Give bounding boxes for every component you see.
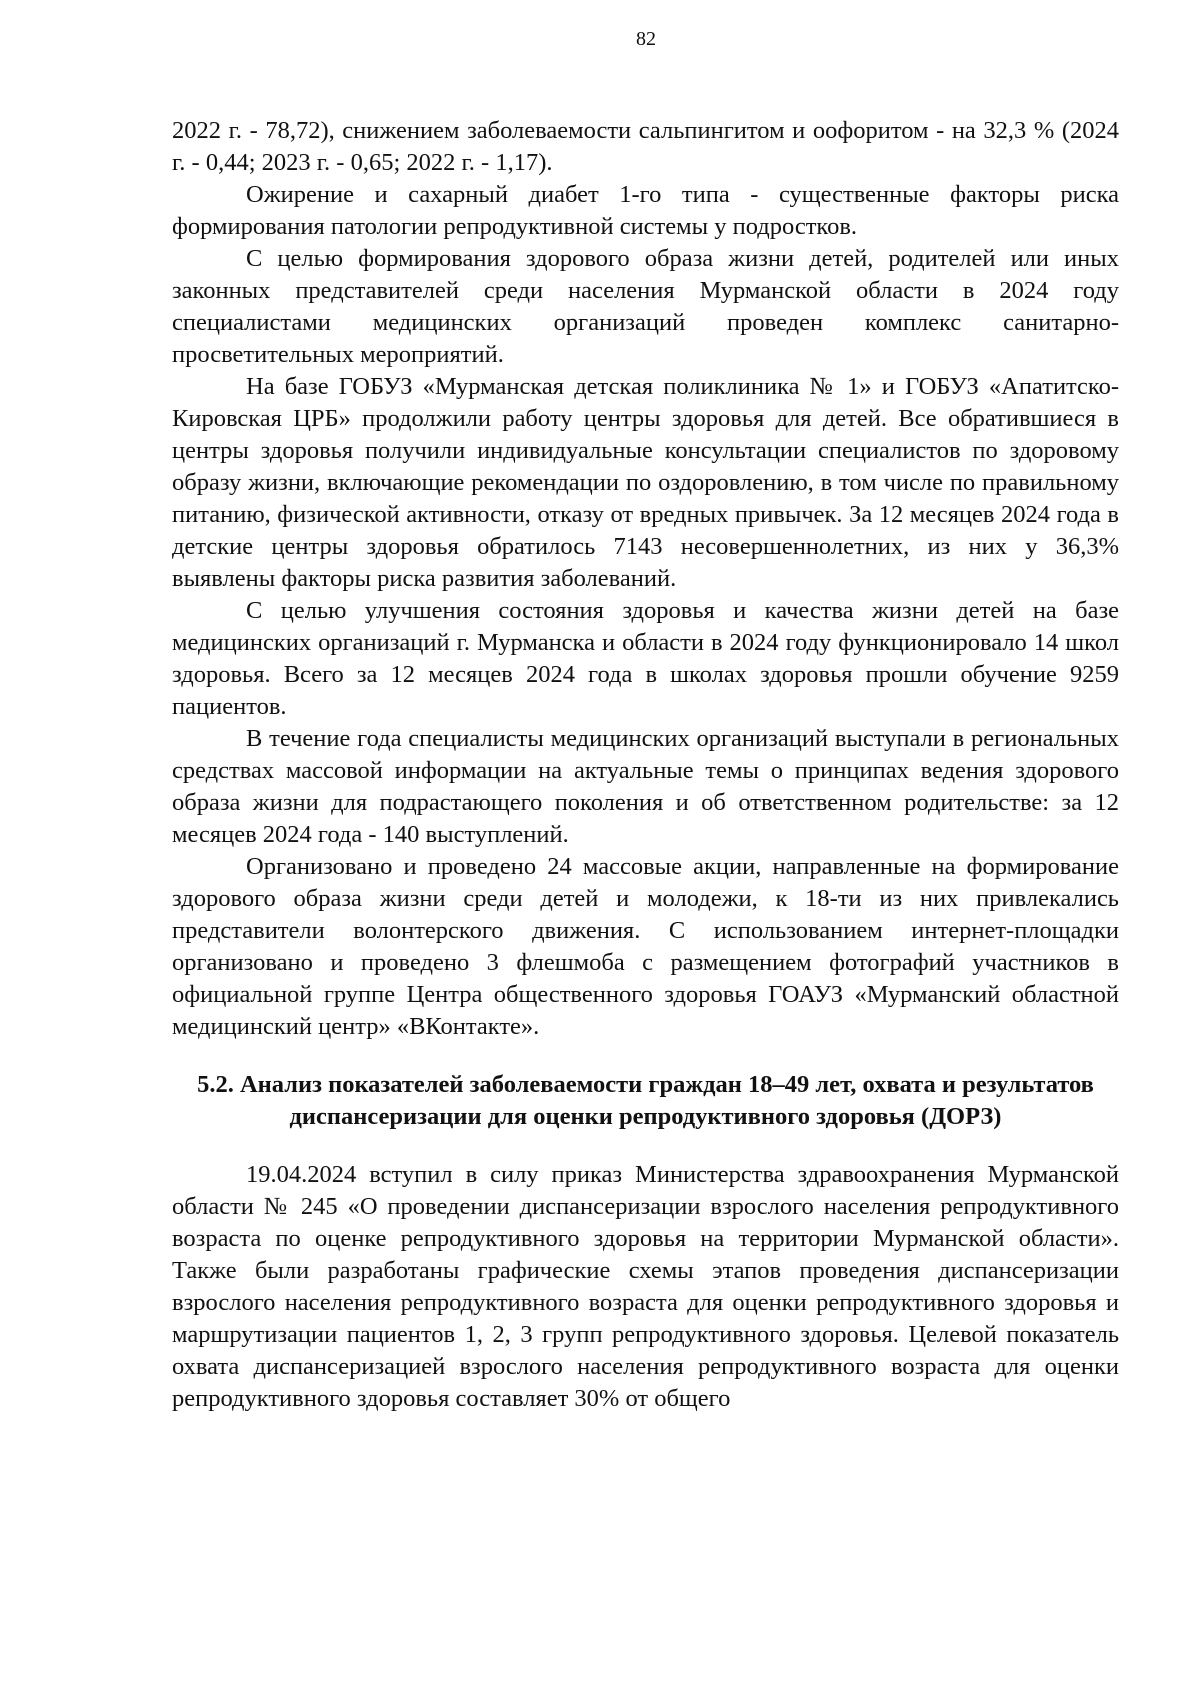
- paragraph-health-schools: С целью улучшения состояния здоровья и качества жизни детей на базе медицинских организаций г. Мурманска и области в 2024 году функционировало 14 школ здоровья. Всего за 12 месяцев 2024 года в школах здоровья прошли обучение 9259 пациентов.: [172, 597, 1119, 720]
- paragraph-order-245: 19.04.2024 вступил в силу приказ Министерства здравоохранения Мурманской области № 245 «О проведении диспансеризации взрослого населения репродуктивного возраста по оценке репродуктивного здоровья на территории Мурманской области». Также были разработаны графические схемы этапов проведения диспансеризации взрослого населения репродуктивного возраста для оценки репродуктивного здоровья и маршрутизации пациентов 1, 2, 3 групп репродуктивного здоровья. Целевой показатель охвата диспансеризацией взрослого населения репродуктивного возраста для оценки репродуктивного здоровья составляет 30% от общего: [172, 1161, 1119, 1412]
- paragraph-continuation: 2022 г. - 78,72), снижением заболеваемости сальпингитом и оофоритом - на 32,3 % (2024 г. - 0,44; 2023 г. - 0,65; 2022 г. - 1,17).: [172, 117, 1119, 176]
- paragraph-mass-events: Организовано и проведено 24 массовые акции, направленные на формирование здорового образа жизни среди детей и молодежи, к 18-ти из них привлекались представители волонтерского движения. С использованием интернет-площадки организовано и проведено 3 флешмоба с размещением фотографий участников в официальной группе Центра общественного здоровья ГОАУЗ «Мурманский областной медицинский центр» «ВКонтакте».: [172, 853, 1119, 1040]
- paragraph-healthy-lifestyle: С целью формирования здорового образа жизни детей, родителей или иных законных представителей среди населения Мурманской области в 2024 году специалистами медицинских организаций проведен комплекс санитарно-просветительных мероприятий.: [172, 245, 1119, 368]
- paragraph-health-centers: На базе ГОБУЗ «Мурманская детская поликлиника № 1» и ГОБУЗ «Апатитско-Кировская ЦРБ» продолжили работу центры здоровья для детей. Все обратившиеся в центры здоровья получили индивидуальные консультации специалистов по здоровому образу жизни, включающие рекомендации по оздоровлению, в том числе по правильному питанию, физической активности, отказу от вредных привычек. За 12 месяцев 2024 года в детские центры здоровья обратилось 7143 несовершеннолетних, из них у 36,3% выявлены факторы риска развития заболеваний.: [172, 373, 1119, 592]
- paragraph-obesity-risk: Ожирение и сахарный диабет 1-го типа - существенные факторы риска формирования патологии репродуктивной системы у подростков.: [172, 181, 1119, 240]
- section-heading: 5.2. Анализ показателей заболеваемости граждан 18–49 лет, охвата и результатов диспансеризации для оценки репродуктивного здоровья (ДОРЗ): [197, 1071, 1094, 1130]
- page-content: [172, 115, 1119, 1415]
- paragraph-media-appearances: В течение года специалисты медицинских организаций выступали в региональных средствах массовой информации на актуальные темы о принципах ведения здорового образа жизни для подрастающего поколения и об ответственном родительстве: за 12 месяцев 2024 года - 140 выступлений.: [172, 725, 1119, 848]
- page-number: 82: [636, 28, 656, 50]
